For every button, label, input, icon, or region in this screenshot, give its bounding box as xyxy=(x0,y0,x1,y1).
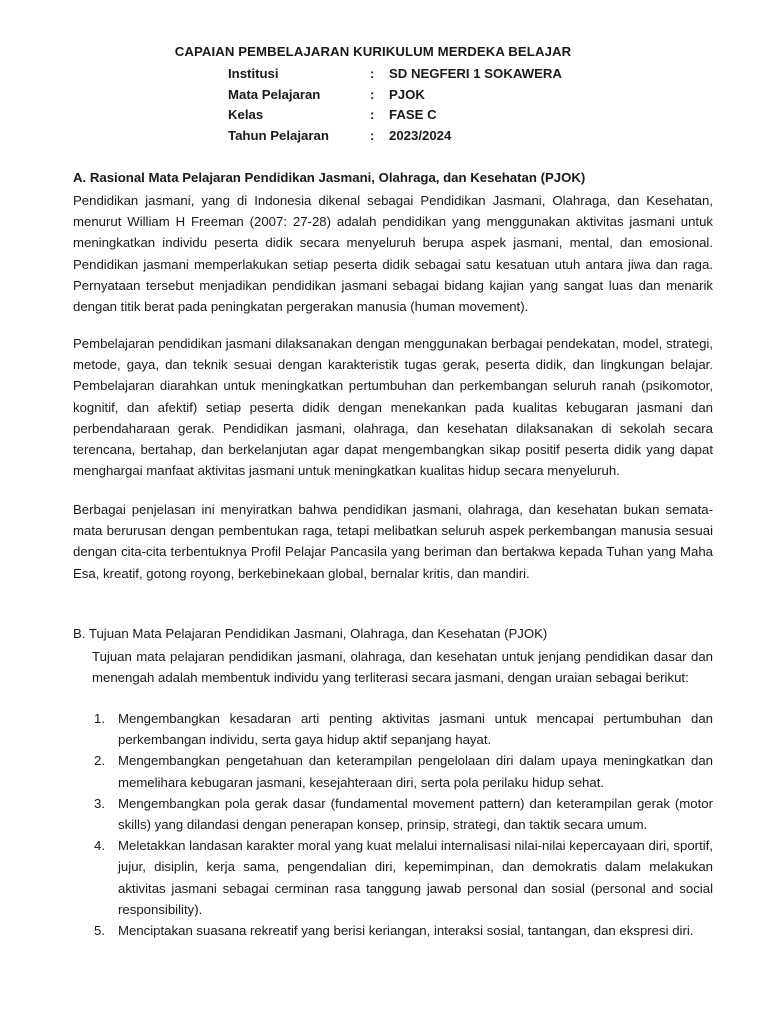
list-number: 3. xyxy=(94,795,105,811)
list-number: 5. xyxy=(94,923,105,939)
list-text: Mengembangkan kesadaran arti penting aktivitas jasmani untuk mencapai pertumbuhan dan perkembangan individu, serta gaya hidup aktif sepanjang hayat. xyxy=(118,711,713,748)
document-title: CAPAIAN PEMBELAJARAN KURIKULUM MERDEKA BELAJAR xyxy=(174,44,572,59)
meta-value: 2023/2024 xyxy=(389,127,452,143)
section-b-heading: B. Tujuan Mata Pelajaran Pendidikan Jasmani, Olahraga, dan Kesehatan (PJOK) xyxy=(73,626,548,641)
list-number: 4. xyxy=(94,838,105,854)
list-text: Meletakkan landasan karakter moral yang kuat melalui internalisasi nilai-nilai kepercayaan diri, sportif, jujur, disiplin, kerja sama, pengendalian diri, kepemimpinan, dan demokratis dalam melakukan aktivitas jasmani sebagai cerminan rasa tanggung jawab personal dan sosial (personal and social responsibility). xyxy=(118,838,713,917)
section-a-paragraph-1: Pendidikan jasmani, yang di Indonesia dikenal sebagai Pendidikan Jasmani, Olahraga, dan Kesehatan, menurut William H Freeman (2007: 27-28) adalah pendidikan yang menggunakan aktivitas jasmani untuk meningkatkan individu peserta didik secara menyeluruh berupa aspek jasmani, mental, dan emosional. Pendidikan jasmani memperlakukan setiap peserta didik sebagai satu kesatuan utuh antara jiwa dan raga. Pernyataan tersebut menjadikan pendidikan jasmani sebagai bidang kajian yang sangat luas dan menarik dengan titik berat pada peningkatan pergerakan manusia (human movement). xyxy=(73,193,713,315)
meta-label: Mata Pelajaran xyxy=(228,86,321,102)
section-a-paragraph-2: Pembelajaran pendidikan jasmani dilaksanakan dengan menggunakan berbagai pendekatan, model, strategi, metode, gaya, dan teknik sesuai dengan karakteristik tugas gerak, peserta didik, dan lingkungan belajar. Pembelajaran diarahkan untuk meningkatkan pertumbuhan dan perkembangan seluruh ranah (psikomotor, kognitif, dan afektif) setiap peserta didik dengan menekankan pada kualitas kebugaran jasmani dan perbendaharaan gerak. Pendidikan jasmani, olahraga, dan kesehatan dilaksanakan di sekolah secara terencana, bertahap, dan berkelanjutan agar dapat mengembangkan sikap positif peserta didik yang dapat menghargai manfaat aktivitas jasmani untuk meningkatkan kualitas hidup secara menyeluruh. xyxy=(73,336,713,479)
tujuan-list xyxy=(94,708,713,941)
list-item xyxy=(94,920,713,941)
list-text: Menciptakan suasana rekreatif yang berisi keriangan, interaksi sosial, tantangan, dan ekspresi diri. xyxy=(118,923,694,939)
list-text: Mengembangkan pengetahuan dan keterampilan pengelolaan diri dalam upaya meningkatkan dan memelihara kebugaran jasmani, kesejahteraan diri, serta pola perilaku hidup sehat. xyxy=(118,753,713,790)
meta-colon: : xyxy=(370,86,375,102)
meta-label: Tahun Pelajaran xyxy=(228,127,329,143)
meta-row-mata-pelajaran xyxy=(228,87,562,108)
meta-row-kelas xyxy=(228,107,562,128)
section-a-paragraph-3: Berbagai penjelasan ini menyiratkan bahwa pendidikan jasmani, olahraga, dan kesehatan bukan semata-mata berurusan dengan pembentukan raga, tetapi melibatkan seluruh aspek perkembangan manusia sesuai dengan cita-cita terbentuknya Profil Pelajar Pancasila yang beriman dan bertakwa kepada Tuhan yang Maha Esa, kreatif, gotong royong, berkebinekaan global, bernalar kritis, dan mandiri. xyxy=(73,502,713,581)
list-item xyxy=(94,793,713,835)
list-text: Mengembangkan pola gerak dasar (fundamental movement pattern) dan keterampilan gerak (motor skills) yang dilandasi dengan penerapan konsep, prinsip, strategi, dan taktik secara umum. xyxy=(118,795,713,833)
list-item xyxy=(94,750,713,792)
section-a-heading: A. Rasional Mata Pelajaran Pendidikan Jasmani, Olahraga, dan Kesehatan (PJOK) xyxy=(73,170,586,185)
meta-row-institusi xyxy=(228,66,562,87)
meta-colon: : xyxy=(370,127,375,143)
meta-label: Institusi xyxy=(228,66,279,81)
list-number: 2. xyxy=(94,753,105,769)
meta-row-tahun-pelajaran xyxy=(228,128,562,149)
meta-value: PJOK xyxy=(389,86,425,102)
list-item xyxy=(94,835,713,920)
list-item xyxy=(94,708,713,750)
meta-value: SD NEGFERI 1 SOKAWERA xyxy=(389,66,562,81)
meta-value: FASE C xyxy=(389,107,437,123)
section-b-intro: Tujuan mata pelajaran pendidikan jasmani, olahraga, dan kesehatan untuk jenjang pendidikan dasar dan menengah adalah membentuk individu yang terliterasi secara jasmani, dengan uraian sebagai berikut: xyxy=(92,649,713,686)
meta-colon: : xyxy=(370,107,375,123)
list-number: 1. xyxy=(94,711,105,726)
document-meta xyxy=(228,66,562,148)
meta-label: Kelas xyxy=(228,107,264,123)
meta-colon: : xyxy=(370,66,375,81)
